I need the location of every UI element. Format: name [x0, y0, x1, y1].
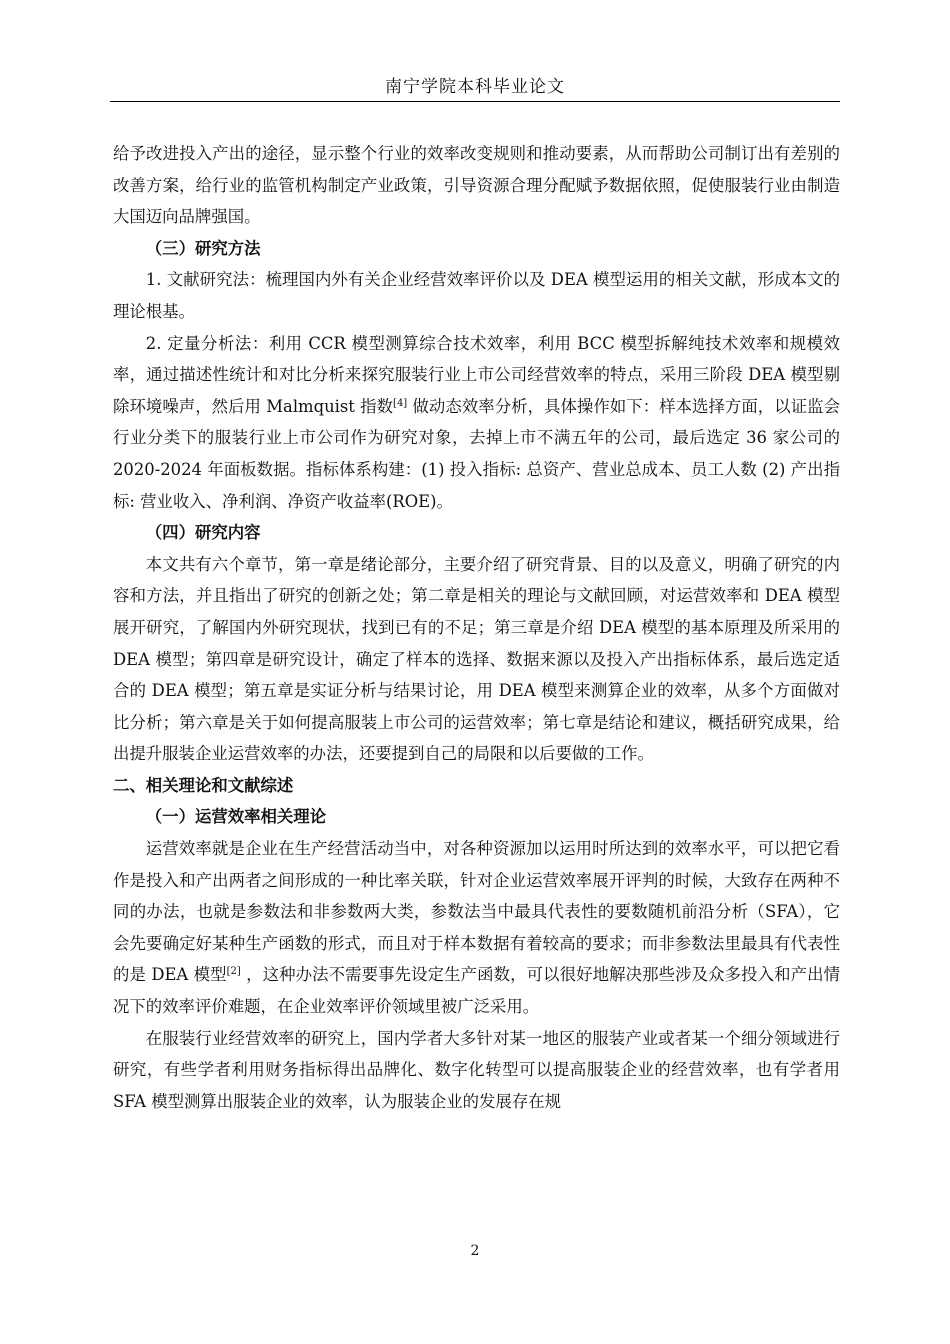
citation-ref: [4]	[393, 397, 408, 409]
heading-research-content: （四）研究内容	[145, 523, 261, 543]
text-segment: 做动态效率分析，具体操作如下：样本选择方面，以证监会行业分类下的服装行业上市公司作为研究对象，去掉上市不满五年的公司，最后选定 36 家公司的 2020-2024 年面板数据。指标体系构建：(1) 投入指标: 总资产、营业总成本、员工人数 (2) 产出指标: 营业收入、净利润、净资产收益率(ROE)。	[113, 396, 840, 511]
paragraph-quantitative-method	[113, 328, 840, 518]
text-segment: 运营效率就是企业在生产经营活动当中，对各种资源加以运用时所达到的效率水平，可以把它看作是投入和产出两者之间形成的一种比率关联，针对企业运营效率展开评判的时候，大致存在两种不同的办法，也就是参数法和非参数两大类，参数法当中最具代表性的要数随机前沿分析（SFA），它会先要确定好某种生产函数的形式，而且对于样本数据有着较高的要求；而非参数法里最具有代表性的是 DEA 模型	[113, 839, 840, 985]
citation-ref: [2]	[226, 966, 241, 978]
heading-section-two: 二、相关理论和文献综述	[113, 775, 294, 795]
paragraph-chapter-overview: 本文共有六个章节，第一章是绪论部分，主要介绍了研究背景、目的以及意义，明确了研究的内容和方法，并且指出了研究的创新之处；第二章是相关的理论与文献回顾，对运营效率和 DEA 模型展开研究，了解国内外研究现状，找到已有的不足；第三章是介绍 DEA 模型的基本原理及所采用的 DEA 模型；第四章是研究设计，确定了样本的选择、数据来源以及投入产出指标体系，最后选定适合的 DEA 模型；第五章是实证分析与结果讨论，用 DEA 模型来测算企业的效率，从多个方面做对比分析；第六章是关于如何提高服装上市公司的运营效率；第七章是结论和建议，概括研究成果，给出提升服装企业运营效率的办法，还要提到自己的局限和以后要做的工作。	[113, 554, 840, 764]
heading-research-methods: （三）研究方法	[145, 238, 261, 258]
header-rule	[110, 101, 840, 102]
heading-efficiency-theory: （一）运营效率相关理论	[145, 807, 327, 827]
paragraph-literature-method: 1. 文献研究法：梳理国内外有关企业经营效率评价以及 DEA 模型运用的相关文献，形成本文的理论根基。	[113, 270, 840, 321]
paragraph-intro-continued: 给予改进投入产出的途径，显示整个行业的效率改变规则和推动要素，从而帮助公司制订出有差别的改善方案，给行业的监管机构制定产业政策，引导资源合理分配赋予数据依照，促使服装行业由制造大国迈向品牌强国。	[113, 144, 840, 227]
document-body	[113, 138, 840, 1117]
page-header: 南宁学院本科毕业论文	[385, 77, 565, 97]
paragraph-efficiency-definition	[113, 833, 840, 1023]
text-segment: 2. 定量分析法：利用 CCR 模型测算综合技术效率，利用 BCC 模型拆解纯技术效率和规模效率，通过描述性统计和对比分析来探究服装行业上市公司经营效率的特点，采用三阶段 DEA 模型剔除环境噪声，然后用 Malmquist 指数	[113, 333, 840, 416]
paragraph-apparel-research: 在服装行业经营效率的研究上，国内学者大多针对某一地区的服装产业或者某一个细分领域进行研究，有些学者利用财务指标得出品牌化、数字化转型可以提高服装企业的经营效率，也有学者用 SFA 模型测算出服装企业的效率，认为服装企业的发展存在规	[113, 1028, 840, 1111]
text-segment: ，这种办法不需要事先设定生产函数，可以很好地解决那些涉及众多投入和产出情况下的效率评价难题，在企业效率评价领域里被广泛采用。	[113, 965, 840, 1017]
page-number: 2	[470, 1243, 480, 1259]
